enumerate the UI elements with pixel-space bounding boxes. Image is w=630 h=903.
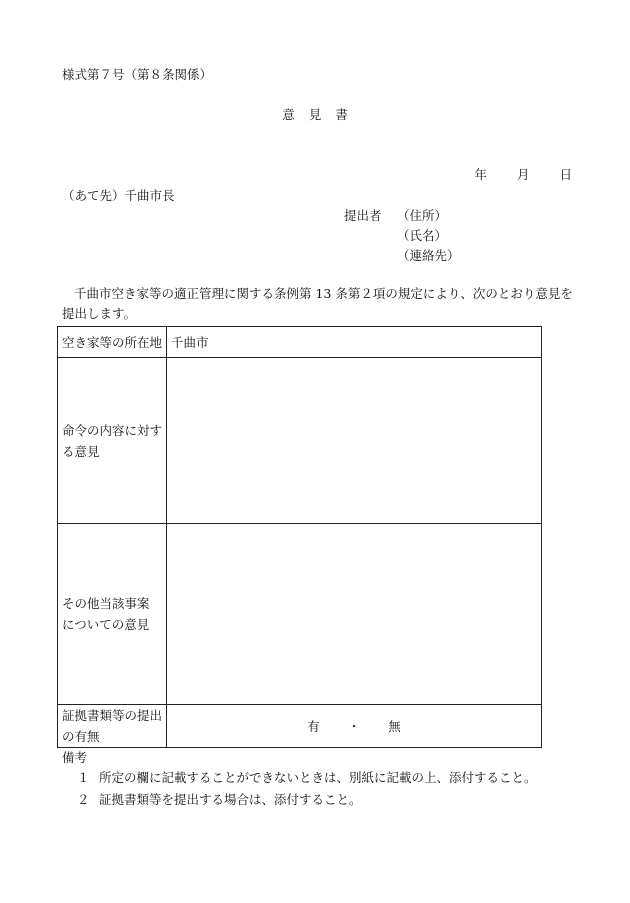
note-item <box>77 790 362 808</box>
table-row <box>58 358 542 524</box>
submitter-name-field: （氏名） <box>397 228 448 243</box>
note-number: ２ <box>77 792 90 807</box>
submitter-contact-field: （連絡先） <box>397 248 460 263</box>
location-label: 空き家等の所在地 <box>58 327 167 358</box>
date-year: 年 <box>474 167 487 182</box>
note-text: 所定の欄に記載することができないときは、別紙に記載の上、添付すること。 <box>99 770 537 785</box>
note-item <box>77 768 537 786</box>
evidence-no: 無 <box>388 719 401 734</box>
form-number: 様式第７号（第８条関係） <box>62 67 213 82</box>
title-char: 見 <box>308 107 322 122</box>
addressee: （あて先）千曲市長 <box>62 188 175 203</box>
order-opinion-field <box>167 358 542 524</box>
document-title <box>0 105 630 123</box>
evidence-yes: 有 <box>307 719 320 734</box>
date-line <box>444 165 572 183</box>
date-day: 日 <box>559 167 572 182</box>
note-text: 証拠書類等を提出する場合は、添付すること。 <box>99 792 362 807</box>
date-month: 月 <box>516 167 530 182</box>
evidence-label: 証拠書類等の提出の有無 <box>58 705 167 748</box>
title-char: 意 <box>282 107 295 122</box>
notes-heading: 備考 <box>62 750 88 765</box>
table-row <box>58 327 542 358</box>
other-opinion-field <box>167 524 542 705</box>
evidence-separator: ・ <box>347 719 361 734</box>
submitter-label: 提出者 <box>344 208 382 223</box>
opinion-table <box>57 326 542 748</box>
table-row <box>58 524 542 705</box>
body-text: 千曲市空き家等の適正管理に関する条例第 13 条第２項の規定により、次のとおり意見を提出します。 <box>62 286 573 321</box>
note-number: １ <box>77 770 90 785</box>
evidence-options <box>167 705 542 748</box>
order-opinion-label: 命令の内容に対する意見 <box>58 358 167 524</box>
table-row <box>58 705 542 748</box>
other-opinion-label: その他当該事案についての意見 <box>58 524 167 705</box>
title-char: 書 <box>335 107 348 122</box>
location-value: 千曲市 <box>167 327 542 358</box>
submitter-address-field: （住所） <box>397 208 448 223</box>
